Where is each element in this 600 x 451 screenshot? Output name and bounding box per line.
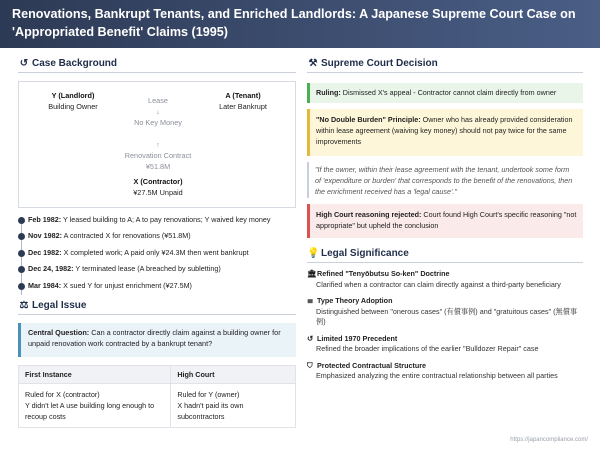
case-background-title: Case Background <box>32 58 118 69</box>
court-quote: "If the owner, within their lease agreement with the tenant, undertook some form of 'expenditure or burden' that corresponds to the benefit of the renovations, then the enrichment received has a 'legal cause'." <box>307 162 583 198</box>
timeline-date: Mar 1984: <box>28 280 62 290</box>
significance-item-title: Type Theory Adoption <box>317 296 393 305</box>
significance-heading <box>307 248 583 263</box>
timeline-item <box>18 231 296 247</box>
timeline-item <box>18 248 296 264</box>
decision-heading <box>307 58 583 73</box>
case-diagram <box>18 81 296 208</box>
timeline-item <box>18 281 296 297</box>
question-label: Central Question: <box>28 327 90 337</box>
reject-text: Court found High Court's specific reasoning "not appropriate" but upheld the conclusion <box>316 210 577 230</box>
building-icon: 🏛 <box>307 269 317 278</box>
table-cell <box>171 383 296 427</box>
column-header: First Instance <box>19 365 171 383</box>
significance-item-desc: Emphasized analyzing the entire contractual relationship between all parties <box>316 371 558 380</box>
timeline-dot <box>18 233 25 240</box>
gavel-icon: ⚒ <box>308 58 318 69</box>
timeline-dot <box>18 250 25 257</box>
timeline-date: Nov 1982: <box>28 231 62 241</box>
table-cell <box>19 383 171 427</box>
table-header-row <box>19 365 296 383</box>
significance-item-title: Protected Contractual Structure <box>317 360 427 370</box>
contractor-node <box>103 176 213 198</box>
ruling-box <box>307 83 583 103</box>
shield-icon: ⛉ <box>307 360 313 370</box>
landlord-node <box>33 90 113 112</box>
timeline-item <box>18 264 296 280</box>
contractor-name: X (Contractor) <box>133 177 183 186</box>
no-key-money-label: No Key Money <box>134 118 182 127</box>
timeline-text: A contracted X for renovations (¥51.8M) <box>61 231 191 241</box>
table-row <box>19 383 296 427</box>
legal-significance-section <box>307 248 583 382</box>
right-column <box>307 58 583 382</box>
scale-icon: ⚖ <box>19 299 29 311</box>
header <box>0 0 600 48</box>
no-double-burden-box <box>307 109 583 156</box>
reject-label: High Court reasoning rejected: <box>316 210 422 219</box>
history-icon: ↺ <box>19 58 29 69</box>
landlord-name: Y (Landlord) <box>51 91 95 100</box>
timeline-text: X completed work; A paid only ¥24.3M then went bankrupt <box>61 247 249 257</box>
renovation-amount: ¥51.8M <box>145 162 171 171</box>
case-background-heading <box>18 58 296 73</box>
timeline-dot <box>18 266 25 273</box>
significance-item-desc: Refined the broader implications of the earlier "Bulldozer Repair" case <box>316 344 539 353</box>
question-text: Can a contractor directly claim against a building owner for unpaid renovation work contracted by a bankrupt tenant? <box>28 327 281 348</box>
ruling-text: Dismissed X's appeal - Contractor cannot claim directly from owner <box>340 88 557 97</box>
court-comparison-table <box>18 365 296 428</box>
significance-item-title: Refined "Tenyōbutsu So-ken" Doctrine <box>317 269 450 278</box>
lease-arrow-icon: ↓ <box>156 107 160 116</box>
ndb-label: "No Double Burden" Principle: <box>316 115 421 124</box>
legal-issue-title: Legal Issue <box>32 299 87 311</box>
significance-title: Legal Significance <box>321 248 409 259</box>
cell-line: Ruled for Y (owner) <box>177 389 240 399</box>
page-title: Renovations, Bankrupt Tenants, and Enriched Landlords: A Japanese Supreme Court Case on 'Appropriated Benefit' Claims (1995) <box>12 7 576 39</box>
significance-item <box>307 334 583 355</box>
significance-item-desc: Distinguished between "onerous cases" (有償事例) and "gratuitous cases" (無償事例) <box>316 306 578 326</box>
timeline-dot <box>18 283 25 290</box>
lease-label: Lease <box>148 96 168 105</box>
ruling-label: Ruling: <box>316 88 341 97</box>
tenant-role: Later Bankrupt <box>219 102 267 111</box>
decision-title: Supreme Court Decision <box>321 58 438 69</box>
renovation-label: Renovation Contract <box>124 151 192 160</box>
contractor-amount: ¥27.5M Unpaid <box>133 188 183 197</box>
renovation-arrow-icon: ↑ <box>156 140 160 149</box>
lightbulb-icon: 💡 <box>307 248 320 259</box>
legal-issue-heading <box>18 300 296 315</box>
column-header: High Court <box>171 365 296 383</box>
timeline-dot <box>18 217 25 224</box>
timeline-date: Dec 24, 1982: <box>28 264 74 274</box>
footer-url[interactable]: https://japancompliance.com/ <box>510 437 588 443</box>
significance-item <box>307 269 583 290</box>
cell-line: X hadn't paid its own subcontractors <box>177 400 244 421</box>
cell-line: Y didn't let A use building long enough to recoup costs <box>25 400 155 421</box>
timeline-date: Feb 1982: <box>28 215 62 224</box>
significance-item <box>307 361 583 382</box>
significance-item-desc: Clarified when a contractor can claim directly against a third-party beneficiary <box>316 279 561 289</box>
timeline <box>18 215 296 297</box>
timeline-date: Dec 1982: <box>28 247 62 257</box>
tenant-node <box>203 90 283 112</box>
timeline-item <box>18 215 296 231</box>
central-question <box>18 323 296 357</box>
lease-flow <box>113 95 203 128</box>
cell-line: Ruled for X (contractor) <box>25 389 100 399</box>
ndb-text: Owner who has already provided consideration within lease agreement (waiving key money) should not pay twice for the same improvements <box>316 115 573 146</box>
timeline-text: Y terminated lease (A breached by subletting) <box>73 264 221 274</box>
significance-item-title: Limited 1970 Precedent <box>317 333 398 343</box>
rejection-box <box>307 204 583 238</box>
landlord-role: Building Owner <box>48 102 98 111</box>
renovation-flow <box>93 139 223 172</box>
left-column <box>18 58 296 428</box>
significance-item <box>307 296 583 328</box>
history-icon: ↺ <box>307 333 314 343</box>
timeline-text: Y leased building to A; A to pay renovations; Y waived key money <box>61 215 271 224</box>
layers-icon: ≣ <box>307 296 314 305</box>
timeline-text: X sued Y for unjust enrichment (¥27.5M) <box>61 280 192 290</box>
tenant-name: A (Tenant) <box>225 91 261 100</box>
